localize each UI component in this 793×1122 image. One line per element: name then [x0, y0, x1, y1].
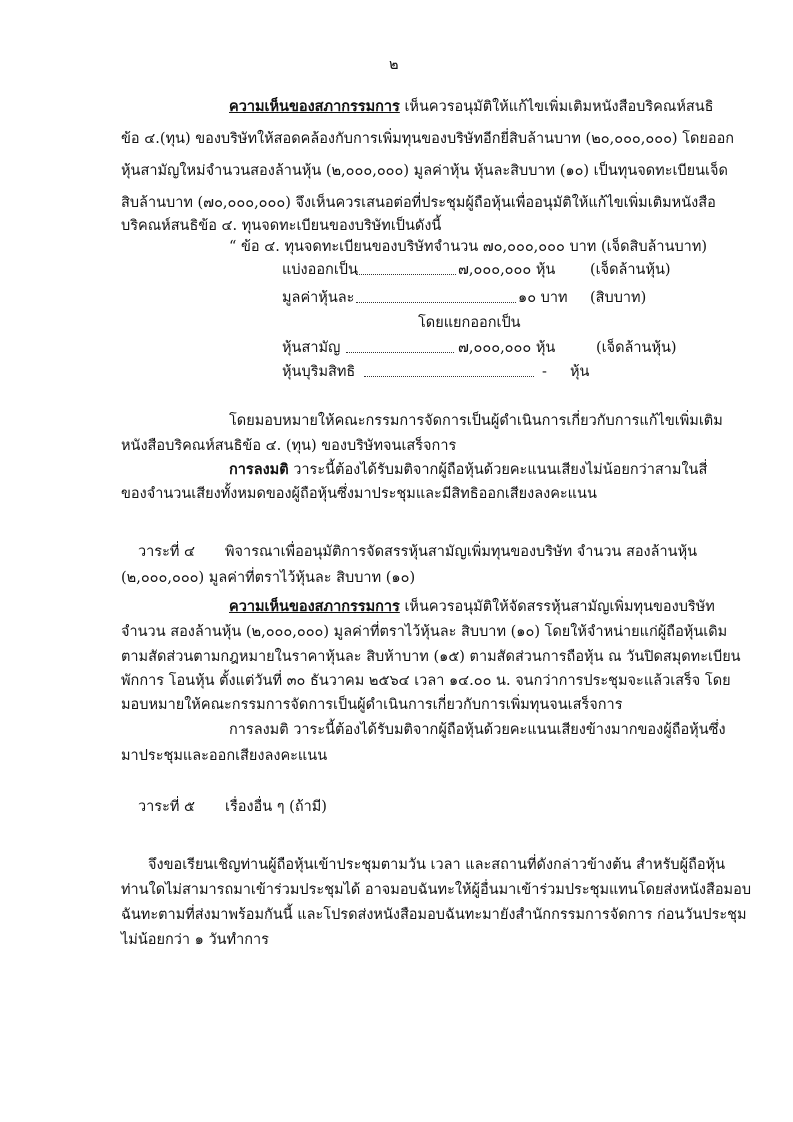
dotted-leader: [356, 260, 456, 275]
board-opinion-heading: ความเห็นของสภากรรมการ: [229, 98, 400, 115]
text-line: ท่านใดไม่สามารถมาเข้าร่วมประชุมได้ อาจมอบฉันทะให้ผู้อื่นมาเข้าร่วมประชุมแทนโดยส่งหนังสือมอบ: [121, 882, 752, 898]
text-line: สิบล้านบาท (๗๐,๐๐๐,๐๐๐) จึงเห็นควรเสนอต่อที่ประชุมผู้ถือหุ้นเพื่ออนุมัติให้แก้ไขเพิ่มเติมหนังสือ: [121, 195, 716, 211]
text-line: ไม่น้อยกว่า ๑ วันทำการ: [121, 932, 269, 948]
text-line: บริคณห์สนธิข้อ ๔. ทุนจดทะเบียนของบริษัทเป็นดังนี้: [121, 218, 442, 234]
pref-unit: หุ้น: [570, 364, 590, 380]
split-label: แบ่งออกเป็น: [282, 262, 358, 278]
text-line: (๒,๐๐๐,๐๐๐) มูลค่าที่ตราไว้หุ้นละ สิบบาท (๑๐): [121, 570, 416, 586]
text-line: วาระนี้ต้องได้รับมติจากผู้ถือหุ้นด้วยคะแนนเสียงไม่น้อยกว่าสามในสี่: [293, 462, 708, 478]
pref-label: หุ้นบุริมสิทธิ: [282, 364, 356, 380]
text-line: โดยมอบหมายให้คณะกรรมการจัดการเป็นผู้ดำเนินการเกี่ยวกับการแก้ไขเพิ่มเติม: [229, 413, 723, 429]
agenda-5-header: [138, 797, 538, 817]
resolution-heading: การลงมติ: [229, 461, 289, 478]
text-line: ข้อ ๔.(ทุน) ของบริษัทให้สอดคล้องกับการเพิ่มทุนของบริษัทอีกยี่สิบล้านบาท (๒๐,๐๐๐,๐๐๐) โดยออก: [121, 131, 735, 147]
paragraph-board-opinion-2: [229, 597, 715, 617]
common-label: หุ้นสามัญ: [282, 340, 341, 356]
text-line: เห็นควรอนุมัติให้แก้ไขเพิ่มเติมหนังสือบริคณห์สนธิ: [404, 99, 714, 115]
resolution-heading: การลงมติ: [229, 722, 289, 738]
page-number: ๒: [389, 57, 399, 73]
capital-par-row: [282, 288, 702, 308]
capital-pref-row: [282, 362, 702, 382]
pref-value: -: [542, 364, 547, 380]
split-value: ๗,๐๐๐,๐๐๐ หุ้น: [458, 262, 556, 278]
split-words: (เจ็ดล้านหุ้น): [590, 262, 671, 278]
text-line: พักการ โอนหุ้น ตั้งแต่วันที่ ๓๐ ธันวาคม ๒๕๖๔ เวลา ๑๔.๐๐ น. จนกว่าการประชุมจะแล้วเสร็จ โดย: [121, 673, 731, 689]
text-line: มอบหมายให้คณะกรรมการจัดการเป็นผู้ดำเนินการเกี่ยวกับการเพิ่มทุนจนเสร็จการ: [121, 697, 623, 713]
capital-split-row: [282, 260, 702, 280]
resolution-paragraph-2: [229, 720, 726, 740]
agenda-5-title: เรื่องอื่น ๆ (ถ้ามี): [225, 799, 327, 815]
text-line: เห็นควรอนุมัติให้จัดสรรหุ้นสามัญเพิ่มทุนของบริษัท: [404, 599, 715, 615]
dotted-leader: [346, 338, 454, 353]
capital-clause-line: “ ข้อ ๔. ทุนจดทะเบียนของบริษัทจำนวน ๗๐,๐๐๐,๐๐๐ บาท (เจ็ดสิบล้านบาท): [229, 239, 708, 255]
text-line: จำนวน สองล้านหุ้น (๒,๐๐๐,๐๐๐) มูลค่าที่ตราไว้หุ้นละ สิบบาท (๑๐) โดยให้จำหน่ายแก่ผู้ถือหุ้นเดิม: [121, 624, 728, 640]
text-line: ตามสัดส่วนตามกฎหมายในราคาหุ้นละ สิบห้าบาท (๑๕) ตามสัดส่วนการถือหุ้น ณ วันปิดสมุดทะเบียน: [121, 649, 741, 665]
par-label: มูลค่าหุ้นละ: [282, 290, 355, 306]
resolution-paragraph-1: [229, 460, 707, 480]
dotted-leader: [364, 362, 534, 377]
board-opinion-heading: ความเห็นของสภากรรมการ: [229, 598, 400, 615]
text-line: ของจำนวนเสียงทั้งหมดของผู้ถือหุ้นซึ่งมาประชุมและมีสิทธิออกเสียงลงคะแนน: [121, 486, 597, 502]
par-value: ๑๐ บาท: [518, 290, 568, 306]
text-line: หนังสือบริคณห์สนธิข้อ ๔. (ทุน) ของบริษัทจนเสร็จการ: [121, 438, 457, 454]
text-line: หุ้นสามัญใหม่จำนวนสองล้านหุ้น (๒,๐๐๐,๐๐๐) มูลค่าหุ้น หุ้นละสิบบาท (๑๐) เป็นทุนจดทะเบียนเจ็ด: [121, 163, 728, 179]
common-value: ๗,๐๐๐,๐๐๐ หุ้น: [458, 340, 556, 356]
agenda-4-label: วาระที่ ๔: [138, 544, 196, 560]
capital-common-row: [282, 338, 702, 358]
par-words: (สิบบาท): [590, 290, 647, 306]
capital-divided-label: โดยแยกออกเป็น: [418, 315, 521, 331]
common-words: (เจ็ดล้านหุ้น): [596, 340, 677, 356]
paragraph-board-opinion-1: [229, 97, 714, 117]
text-line: จึงขอเรียนเชิญท่านผู้ถือหุ้นเข้าประชุมตามวัน เวลา และสถานที่ดังกล่าวข้างต้น สำหรับผู้ถือหุ้น: [148, 857, 726, 873]
text-line: มาประชุมและออกเสียงลงคะแนน: [121, 748, 328, 764]
agenda-4-title: พิจารณาเพื่ออนุมัติการจัดสรรหุ้นสามัญเพิ่มทุนของบริษัท จำนวน สองล้านหุ้น: [225, 544, 698, 560]
dotted-leader: [356, 288, 516, 303]
agenda-4-header: [138, 542, 698, 562]
agenda-5-label: วาระที่ ๕: [138, 799, 196, 815]
text-line: ฉันทะตามที่ส่งมาพร้อมกันนี้ และโปรดส่งหนังสือมอบฉันทะมายังสำนักกรรมการจัดการ ก่อนวันประชุม: [121, 907, 747, 923]
text-line: วาระนี้ต้องได้รับมติจากผู้ถือหุ้นด้วยคะแนนเสียงข้างมากของผู้ถือหุ้นซึ่ง: [293, 722, 726, 738]
